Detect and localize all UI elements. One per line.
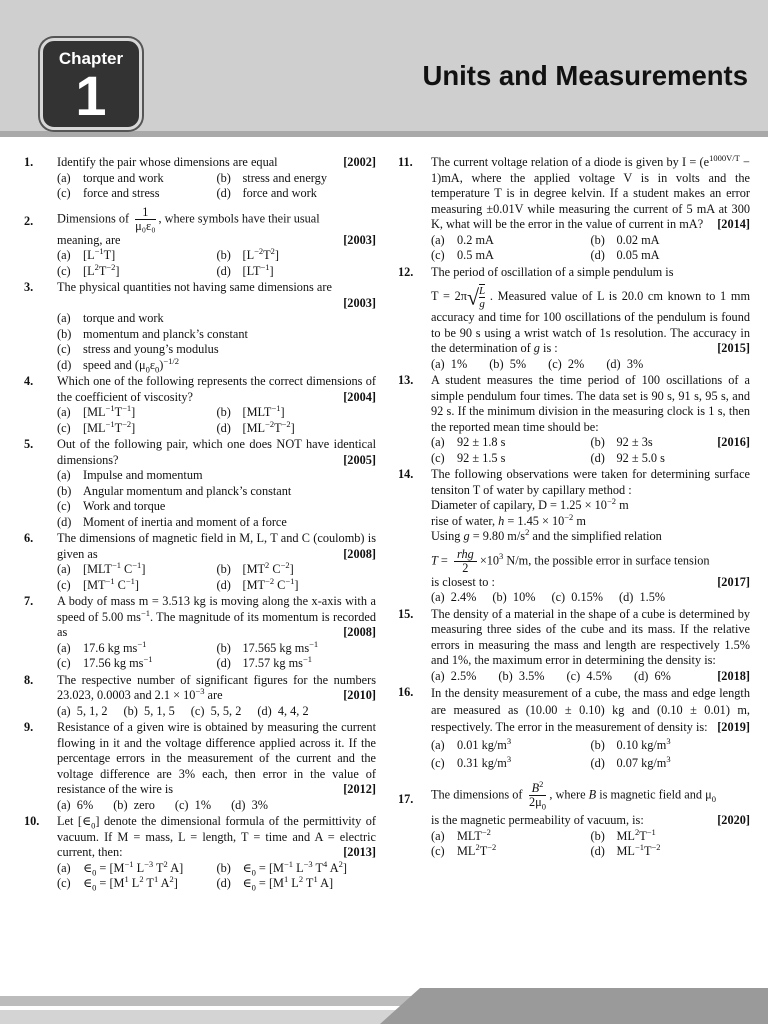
question-number: 16. bbox=[398, 685, 414, 699]
question-15 bbox=[398, 607, 750, 685]
option-b: (b) 3.5% bbox=[498, 668, 545, 683]
question-year: [2002] bbox=[343, 155, 376, 169]
options bbox=[57, 418, 376, 437]
question-text-cont: is the magnetic permeability of vacuum, is: bbox=[431, 813, 644, 827]
option-d: (d) 1.5% bbox=[619, 590, 666, 604]
option-d: (d) 92 ± 5.0 s bbox=[590, 450, 665, 465]
options bbox=[431, 754, 750, 772]
question-12 bbox=[398, 265, 750, 373]
option-c: (c) 5, 5, 2 bbox=[190, 703, 242, 718]
question-text-cont: meaning, are bbox=[57, 232, 121, 247]
option-a: (a) 1% bbox=[431, 356, 468, 371]
question-3 bbox=[24, 280, 376, 373]
options bbox=[431, 248, 750, 264]
option-c: (c) 4.5% bbox=[566, 668, 612, 683]
question-year: [2020] bbox=[717, 813, 750, 827]
question-number: 17. bbox=[398, 792, 414, 806]
option-c: (c) $[L^2T^{-2}]$ bbox=[57, 261, 120, 278]
question-year: [2016] bbox=[717, 435, 750, 449]
question-2: 2. Dimensions of $\frac{1}{\text{μ₀ε₀}}$ , where symbols have their usual meaning, are [2003] (a) $[L^{-1}T]$ (b) $[L^{-2}T^2]$ (c) $[L^2T^{-2}]$ (d) $[LT^{-1}]$ bbox=[24, 204, 376, 278]
question-number: 10. bbox=[24, 814, 40, 828]
option-b: (b) 0.10 $kg/m^3$ bbox=[590, 735, 671, 752]
options bbox=[431, 435, 750, 451]
question-text: The dimensions of magnetic field in M, L, T and C (coulomb) is given as bbox=[57, 531, 376, 561]
option-b: (b) 5% bbox=[489, 356, 527, 371]
options bbox=[431, 357, 750, 373]
option-b: (b) $[L^{-2}T^2]$ bbox=[216, 245, 280, 262]
right-column bbox=[398, 152, 751, 861]
question-year: [2019] bbox=[717, 720, 750, 734]
question-text-cont: is closest to : bbox=[431, 574, 495, 589]
question-number: 14. bbox=[398, 467, 414, 481]
question-number: 11. bbox=[398, 155, 413, 169]
question-year: [2003] bbox=[343, 295, 376, 310]
question-year: [2014] bbox=[717, 217, 750, 231]
question-6 bbox=[24, 531, 376, 593]
given-diameter: Diameter of capilary, $D = 1.25 \times 10^{-2}$ m bbox=[431, 495, 629, 512]
question-number: 4. bbox=[24, 374, 34, 388]
option-a: (a) 5, 1, 2 bbox=[57, 703, 108, 718]
option-a: (a) Impulse and momentum bbox=[57, 468, 203, 482]
option-d: (d) $\in_0 = [M^1$ $L^2$ $T^1$ A] bbox=[216, 873, 334, 893]
option-c: (c) $ML^2T^{-2}$ bbox=[431, 841, 497, 858]
option-d: (d) 3% bbox=[606, 356, 644, 371]
question-text: The period of oscillation of a simple pendulum is bbox=[431, 264, 674, 279]
option-d: (d) 3% bbox=[231, 797, 268, 812]
question-10 bbox=[24, 814, 376, 892]
question-text: The density of a material in the shape of a cube is determined by measuring three sides of the cube and its mass. If the relative errors in measuring the mass and length are respectively 1.5% and 1%, the maximum error in determining the density is: bbox=[431, 606, 750, 667]
option-b: (b) 5, 1, 5 bbox=[123, 703, 175, 718]
options bbox=[57, 186, 376, 202]
option-d: (d) $[LT^{-1}]$ bbox=[216, 261, 274, 278]
question-text: Which one of the following represents the correct dimensions of the coefficient of viscosity? bbox=[57, 374, 376, 404]
question-year: [2004] bbox=[343, 389, 376, 404]
option-a: (a) torque and work bbox=[57, 170, 164, 185]
question-number: 9. bbox=[24, 720, 34, 734]
option-c: (c) Work and torque bbox=[57, 499, 166, 513]
question-text: The physical quantities not having same dimensions are bbox=[57, 280, 332, 294]
options bbox=[57, 171, 376, 187]
option-d: (d) 0.07 $kg/m^3$ bbox=[590, 753, 671, 770]
option-a: (a) 92 ± 1.8 s bbox=[431, 435, 506, 449]
option-d: (d) 0.05 mA bbox=[590, 248, 660, 262]
option-b: (b) Angular momentum and planck’s constant bbox=[57, 483, 292, 498]
question-number: 12. bbox=[398, 264, 414, 279]
fraction: $\frac{1}{\text{μ₀ε₀}}$ bbox=[135, 204, 156, 233]
question-14 bbox=[398, 467, 750, 606]
question-text: A student measures the time period of 100 oscillations of a simple pendulum four times. The data set is 90 s, 91 s, 95 s, and 92 s. If the minimum division in the measuring clock is 1 s, then the reported mean time should be: bbox=[431, 373, 750, 434]
option-c: (c) 92 ± 1.5 s bbox=[431, 450, 506, 465]
question-number: 8. bbox=[24, 672, 34, 687]
option-a: (a) 2.5% bbox=[431, 668, 477, 683]
option-a: (a) 2.4% bbox=[431, 590, 477, 604]
options bbox=[431, 451, 750, 467]
question-year: [2008] bbox=[343, 546, 376, 561]
option-d: (d) 6% bbox=[633, 668, 671, 683]
options bbox=[57, 873, 376, 893]
question-year: [2010] bbox=[343, 688, 376, 702]
question-number: 6. bbox=[24, 531, 34, 545]
question-7 bbox=[24, 594, 376, 672]
option-b: (b) 17.565 kg $ms^{-1}$ bbox=[216, 638, 319, 655]
option-d: (d) [$MT^{-2}$ $C^{-1}$] bbox=[216, 575, 299, 592]
chapter-title: Units and Measurements bbox=[422, 60, 748, 91]
option-a: (a) 0.2 mA bbox=[431, 232, 494, 247]
question-11 bbox=[398, 152, 750, 264]
given-rise: rise of water, $h = 1.45 \times 10^{-2}$ m bbox=[431, 511, 586, 528]
question-text: In the density measurement of a cube, the mass and edge length are measured as (10.00 ± 0.10) kg and (0.10 ± 0.01) m, respectively. The error in the measurement of density is: bbox=[431, 686, 750, 734]
chapter-header bbox=[0, 0, 768, 137]
question-9 bbox=[24, 720, 376, 813]
option-a: (a) 6% bbox=[57, 797, 94, 812]
question-text: The respective number of significant figures for the numbers 23.023, 0.0003 and $2.1 \times 10^{-3}$ are [2010] bbox=[57, 672, 376, 702]
option-a: (a) $\in_0 = [M^{-1}$ $L^{-3}$ $T^2$ A] bbox=[57, 858, 184, 877]
option-b: (b) $ML^2T^{-1}$ bbox=[590, 826, 656, 843]
option-b: (b) $\in_0 = [M^{-1}$ $L^{-3}$ $T^4$ $A^2$] bbox=[216, 858, 347, 877]
option-d: (d) 4, 4, 2 bbox=[257, 703, 309, 718]
options bbox=[57, 638, 376, 657]
question-text: Out of the following pair, which one does NOT have identical dimensions? bbox=[57, 437, 376, 467]
options bbox=[431, 233, 750, 249]
options bbox=[431, 590, 750, 606]
question-year: [2013] bbox=[343, 845, 376, 859]
question-number: 7. bbox=[24, 594, 34, 608]
option-a: (a) 0.01 $kg/m^3$ bbox=[431, 735, 512, 752]
options bbox=[57, 798, 376, 814]
question-year: [2012] bbox=[343, 782, 376, 796]
question-5 bbox=[24, 437, 376, 530]
option-b: (b) 0.02 mA bbox=[590, 232, 660, 247]
option-c: (c) 17.56 kg $ms^{-1}$ bbox=[57, 653, 153, 670]
option-b: (b) $[MLT^{-1}]$ bbox=[216, 402, 285, 419]
option-b: (b) [$MT^2$ $C^{-2}$] bbox=[216, 559, 294, 576]
options bbox=[431, 669, 711, 685]
question-number: 5. bbox=[24, 437, 34, 451]
question-text: The current voltage relation of a diode is given by $I = (e^{1000V/T} - 1)mA$, where the applied voltage V is in volts and the temperature T is in degree kelvin. If a student makes an error measuring ±0.01V while measuring the current of 5 mA at 300 K, what will be the error in the value of current in mA? [2014] bbox=[431, 152, 750, 231]
option-d: (d) $ML^{-1}T^{-2}$ bbox=[590, 841, 661, 858]
option-d: (d) speed and $(\mu_0\varepsilon_0)^{-1/2}$ bbox=[57, 355, 180, 374]
option-c: (c) 0.5 mA bbox=[431, 248, 494, 262]
option-c: (c) 0.31 $kg/m^3$ bbox=[431, 753, 512, 770]
option-a: (a) $[L^{-1}T]$ bbox=[57, 245, 116, 262]
question-text: The following observations were taken for determining surface tensiton T of water by capillary method : bbox=[431, 467, 750, 497]
question-text: Let $[\in_0]$ denote the dimensional formula of the permittivity of vacuum. If M = mass, L = length, T = time and A = electric current, then: [2013] bbox=[57, 814, 376, 859]
question-year: [2003] bbox=[343, 232, 376, 247]
question-text: Identify the pair whose dimensions are equal bbox=[57, 155, 278, 169]
question-number: 15. bbox=[398, 606, 414, 621]
option-d: (d) $[ML^{-2}T^{-2}]$ bbox=[216, 418, 295, 435]
question-text: Resistance of a given wire is obtained by measuring the current flowing in it and the voltage difference applied across it. If the percentage errors in the measurement of the current and the voltage difference are 3% each, then error in the value of resistance of the wire is bbox=[57, 720, 376, 796]
question-text: The dimensions of $\frac{B^2}{2\mu_0}$ , where B is magnetic field and $\mu_0$ bbox=[431, 778, 716, 812]
option-a: (a) torque and work bbox=[57, 311, 164, 325]
chapter-label: Chapter bbox=[58, 49, 124, 68]
option-c: (c) stress and young’s modulus bbox=[57, 342, 219, 356]
question-year: [2005] bbox=[343, 452, 376, 467]
question-year: [2015] bbox=[717, 341, 750, 355]
footer-accent bbox=[380, 988, 768, 1024]
question-text: A body of mass m = 3.513 kg is moving along the x-axis with a speed of 5.00 $ms^{-1}$. The magnitude of its momentum is recorded as [2008] bbox=[57, 594, 377, 639]
option-d: (d) Moment of inertia and moment of a force bbox=[57, 514, 287, 529]
option-a: (a) 17.6 kg $ms^{-1}$ bbox=[57, 638, 147, 655]
option-a: (a) $[ML^{-1}T^{-1}]$ bbox=[57, 402, 136, 419]
option-a: (a) [$MLT^{-1}$ $C^{-1}$] bbox=[57, 559, 146, 576]
option-b: (b) 92 ± 3s [2016] bbox=[590, 435, 750, 449]
option-b: (b) momentum and planck’s constant bbox=[57, 326, 248, 341]
left-column bbox=[24, 155, 376, 893]
option-d: (d) 17.57 kg $ms^{-1}$ bbox=[216, 653, 313, 670]
option-b: (b) zero bbox=[113, 797, 155, 812]
option-c: (c) $[ML^{-1}T^{-2}]$ bbox=[57, 418, 136, 435]
header-stripe bbox=[0, 131, 768, 137]
option-c: (c) [$MT^{-1}$ $C^{-1}$] bbox=[57, 575, 140, 592]
options bbox=[57, 245, 376, 264]
question-17 bbox=[398, 778, 750, 860]
chapter-number: 1 bbox=[75, 64, 107, 127]
question-year: [2008] bbox=[343, 625, 376, 639]
options bbox=[57, 261, 376, 280]
question-text-cont: T = 2π√ $\frac{L}{g}$ . Measured value of L is 20.0 cm known to 1 mm accuracy and time for 100 oscillations of the pendulum is found to be 90 s using a wrist watch of 1s resolution. The accuracy in the determination of g is : [2015] bbox=[431, 284, 751, 355]
options bbox=[431, 841, 750, 860]
question-number: 1. bbox=[24, 155, 34, 169]
chapter-badge bbox=[40, 38, 142, 130]
options bbox=[57, 704, 376, 720]
question-4 bbox=[24, 374, 376, 436]
options bbox=[431, 736, 750, 754]
given-g: Using g = 9.80 $m/s^2$ and the simplified relation bbox=[431, 526, 662, 543]
question-13 bbox=[398, 373, 750, 466]
option-c: (c) 0.15% bbox=[551, 590, 604, 604]
relation: T = $\frac{\text{rhg}}{2}$ $\times 10^3$ N/m, the possible error in surface tension bbox=[431, 546, 710, 575]
option-c: (c) $\in_0 = [M^1$ $L^2$ $T^1$ $A^2$] bbox=[57, 873, 178, 893]
question-text: Dimensions of bbox=[57, 210, 130, 225]
question-1 bbox=[24, 155, 376, 202]
question-year: [2017] bbox=[717, 574, 750, 589]
question-year: [2018] bbox=[717, 668, 750, 683]
option-a: (a) $MLT^{-2}$ bbox=[431, 826, 491, 843]
option-b: (b) 10% bbox=[492, 590, 536, 604]
option-c: (c) 1% bbox=[174, 797, 212, 812]
option-b: (b) stress and energy bbox=[216, 170, 327, 185]
question-16 bbox=[398, 685, 750, 772]
question-number: 13. bbox=[398, 373, 414, 387]
page-footer bbox=[0, 988, 768, 1024]
options bbox=[57, 653, 376, 672]
option-c: (c) 2% bbox=[548, 356, 585, 371]
question-number: 3. bbox=[24, 280, 34, 294]
question-number: 2. bbox=[24, 213, 34, 228]
option-d: (d) force and work bbox=[216, 186, 317, 200]
options bbox=[57, 858, 376, 877]
option-c: (c) force and stress bbox=[57, 186, 160, 200]
options bbox=[57, 575, 376, 594]
question-8 bbox=[24, 673, 376, 720]
